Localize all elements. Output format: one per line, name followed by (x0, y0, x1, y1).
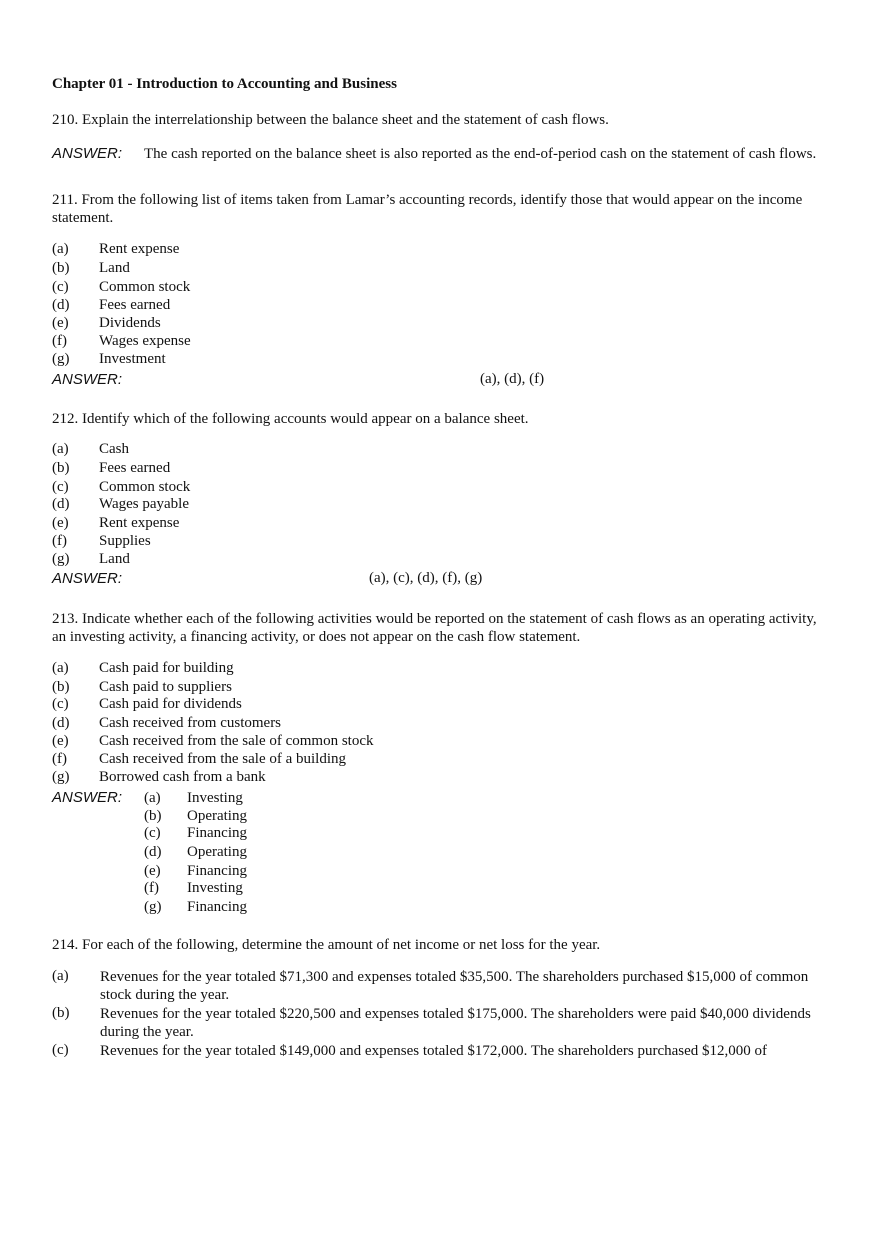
list-item-letter: (b) (52, 460, 70, 476)
answer-item: Financing (187, 863, 247, 879)
question-213: 213. Indicate whether each of the following activities would be reported on the statement of cash flows as an operating activity, an investing activity, a financing activity, or does not appear on the cash flow statement. (52, 611, 817, 645)
answer-letter: (g) (144, 899, 162, 915)
list-item-letter: (c) (52, 1042, 69, 1058)
list-item-letter: (g) (52, 551, 70, 567)
list-item: Cash paid for building (99, 660, 234, 676)
answer-item: Financing (187, 899, 247, 915)
answer-210: The cash reported on the balance sheet is also reported as the end-of-period cash on the statement of cash flows. (144, 146, 817, 162)
question-212: 212. Identify which of the following accounts would appear on a balance sheet. (52, 411, 529, 427)
list-item-letter: (c) (52, 479, 69, 495)
list-item: Cash received from the sale of common stock (99, 733, 374, 749)
list-item: Cash received from customers (99, 715, 282, 731)
list-item: Borrowed cash from a bank (99, 769, 266, 785)
list-item: Land (99, 260, 130, 276)
list-item-letter: (e) (52, 315, 69, 331)
list-item-letter: (g) (52, 769, 70, 785)
list-item-letter: (g) (52, 351, 70, 367)
list-item: Land (99, 551, 130, 567)
answer-item: Financing (187, 825, 247, 841)
answer-letter: (c) (144, 825, 161, 841)
list-item-letter: (f) (52, 333, 67, 349)
list-item: Revenues for the year totaled $71,300 and expenses totaled $35,500. The shareholders purchased $15,000 of common stock during the year. (100, 969, 809, 1003)
question-210: 210. Explain the interrelationship between the balance sheet and the statement of cash flows. (52, 112, 609, 128)
list-item: Common stock (99, 279, 191, 295)
list-item-letter: (a) (52, 968, 69, 984)
list-item-letter: (b) (52, 1005, 70, 1021)
list-item-letter: (f) (52, 751, 67, 767)
list-item-letter: (b) (52, 679, 70, 695)
list-item-letter: (a) (52, 660, 69, 676)
answer-letter: (f) (144, 880, 159, 896)
list-item: Cash (99, 441, 129, 457)
list-item: Dividends (99, 315, 161, 331)
list-item: Revenues for the year totaled $220,500 and expenses totaled $175,000. The shareholders were paid $40,000 dividends during the year. (100, 1006, 811, 1040)
list-item: Fees earned (99, 460, 171, 476)
answer-label-210: ANSWER: (52, 145, 123, 162)
list-item-letter: (e) (52, 515, 69, 531)
list-item: Cash received from the sale of a building (99, 751, 347, 767)
list-item: Supplies (99, 533, 151, 549)
answer-item: Operating (187, 844, 247, 860)
list-item: Investment (99, 351, 166, 367)
answer-letter: (e) (144, 863, 161, 879)
answer-211: (a), (d), (f) (480, 371, 545, 387)
answer-letter: (a) (144, 790, 161, 806)
question-211: 211. From the following list of items taken from Lamar’s accounting records, identify those that would appear on the income statement. (52, 192, 803, 226)
list-item-letter: (d) (52, 715, 70, 731)
answer-letter: (d) (144, 844, 162, 860)
answer-label-213: ANSWER: (52, 789, 123, 806)
list-item-letter: (d) (52, 297, 70, 313)
list-item-letter: (c) (52, 696, 69, 712)
list-item-letter: (c) (52, 279, 69, 295)
list-item: Common stock (99, 479, 191, 495)
answer-item: Operating (187, 808, 247, 824)
question-214: 214. For each of the following, determine the amount of net income or net loss for the year. (52, 937, 601, 953)
list-item-letter: (a) (52, 241, 69, 257)
answer-letter: (b) (144, 808, 162, 824)
list-item-letter: (e) (52, 733, 69, 749)
list-item: Wages expense (99, 333, 191, 349)
list-item-letter: (b) (52, 260, 70, 276)
list-item: Rent expense (99, 241, 180, 257)
list-item: Revenues for the year totaled $149,000 and expenses totaled $172,000. The shareholders purchased $12,000 of (100, 1043, 768, 1059)
answer-label-211: ANSWER: (52, 371, 123, 388)
list-item-letter: (d) (52, 496, 70, 512)
answer-label-212: ANSWER: (52, 570, 123, 587)
list-item: Fees earned (99, 297, 171, 313)
list-item: Cash paid for dividends (99, 696, 242, 712)
answer-item: Investing (187, 880, 243, 896)
list-item-letter: (f) (52, 533, 67, 549)
list-item: Cash paid to suppliers (99, 679, 232, 695)
answer-212: (a), (c), (d), (f), (g) (369, 570, 483, 586)
list-item-letter: (a) (52, 441, 69, 457)
list-item: Wages payable (99, 496, 189, 512)
list-item: Rent expense (99, 515, 180, 531)
page-title: Chapter 01 - Introduction to Accounting and Business (52, 76, 397, 92)
answer-item: Investing (187, 790, 243, 806)
